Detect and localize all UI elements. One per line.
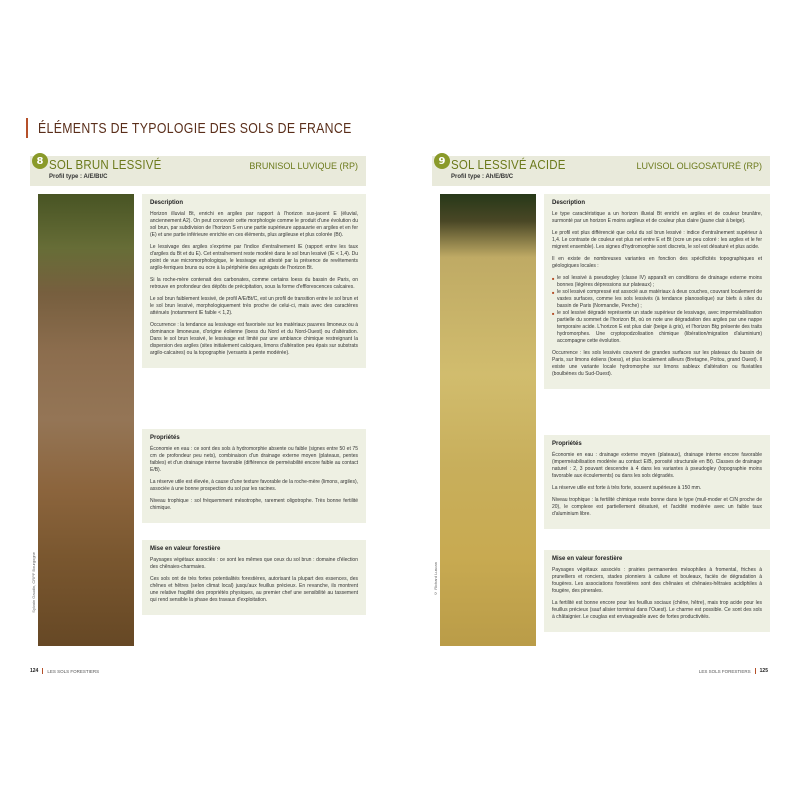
- description-paragraph: Le lessivage des argiles s'exprime par l'indice d'entraînement IE (rapport entre les taux d'argiles du Bt et du E). Cet entraînement reste modéré dans le sol brun lessivé (IE < 1,4). Du point de vue micromorphologique, le lessivage est attesté par la présence de revêtements argilo-ferriques bruns ou ocre à la périphérie des agrégats de l'horizon Bt.: [150, 244, 358, 271]
- title-accent-bar: [26, 118, 28, 138]
- footer-separator: [755, 668, 756, 674]
- description-paragraph: Si la roche-mère contenait des carbonates, comme certains loess du bassin de Paris, on retrouve en profondeur des dépôts de précipitation, sous la forme d'efflorescences calcaires.: [150, 277, 358, 290]
- proprietes-paragraph: Économie en eau : drainage externe moyen (plateaux), drainage interne encore favorable (imperméabilisation modérée au contact E/B, porosité structurale en Bt). Classes de drainage naturel : 2, 3 pouvant descendre à 4 dans les variantes à pseudogley (topographie moins favorable aux écoulements) ou dans les sols dégradés.: [552, 452, 762, 479]
- soil-number-badge: 9: [434, 153, 450, 169]
- soil-profile-photo: [440, 194, 536, 646]
- mise-en-valeur-title: Mise en valeur forestière: [552, 556, 623, 562]
- soil-rp-name: BRUNISOL LUVIQUE (RP): [249, 161, 358, 171]
- list-item: ■ le sol lessivé dégradé représente un stade supérieur de lessivage, avec imperméabilisation partielle du sommet de l'horizon Bt, où on note une dégradation des argiles par une nappe temporaire acide. L'horizon E est plus clair (beige à gris), et l'horizon Btg présente des traits hydromorphes. Une cryptopodzolisation chimique (libération/migration d'aluminium) accompagne cette évolution.: [552, 310, 762, 345]
- description-box: [544, 194, 770, 389]
- page-number: 125: [759, 668, 768, 674]
- description-paragraph: Occurrence : la tendance au lessivage est favorisée sur les matériaux pauvres limoneux ou à dominance limoneuse, d'origine éolienne (loess du Nord et du Nord-Ouest) ou d'altération. Dans le sol brun lessivé, le lessivage est limité par une ambiance chimique restreignant la dispersion des argiles (sites initialement calciques, limons d'altération peu épais sur substrats argilo-calcaires) ou la topographie (versants à pente modérée).: [150, 322, 358, 356]
- mise-en-valeur-paragraph: Paysages végétaux associés : prairies permanentes mésophiles à fromental, friches à prunelliers et ronciers, stades pionniers à callune et bouleaux, faciès de dégradation à fougères. Les associations forestières sont des chênaies et chênaies-hêtraies acidiphiles à fougère, des pinerales.: [552, 567, 762, 594]
- variants-list: [552, 275, 762, 345]
- page-title: ÉLÉMENTS DE TYPOLOGIE DES SOLS DE FRANCE: [38, 119, 352, 137]
- description-paragraph: Il en existe de nombreuses variantes en fonction des spécificités topographiques et géologiques locales :: [552, 256, 762, 269]
- description-paragraph: Le profil est plus différencié que celui du sol brun lessivé : indice d'entraînement supérieur à 1,4. Le contraste de couleur est plus net entre E et Bt (ocre un peu coloré : les argiles et le fer migrent ensemble). Les signes d'hydromorphie sont discrets, le sol est désaturé et plus acide.: [552, 230, 762, 250]
- proprietes-box: [142, 429, 366, 523]
- soil-header: [30, 156, 366, 186]
- description-paragraph: Occurrence : les sols lessivés couvrent de grandes surfaces sur les plateaux du bassin de Paris, sur limons éoliens (loess), et plus localement ailleurs (Bretagne, Poitou, grand Ouest). Il existe une variante locale hydromorphe sur limons sableux d'altération ou fluviatiles (boulbènes du Sud-Ouest).: [552, 350, 762, 377]
- soil-number-badge: 8: [32, 153, 48, 169]
- description-paragraph: Le sol brun faiblement lessivé, de profil A/E/Bt/C, est un profil de transition entre le sol brun et le sol brun lessivé, morphologiquement très proche de celui-ci, mais avec des caractères atténués (notamment IE faible < 1,2).: [150, 296, 358, 316]
- photo-credit: Sylvain Gaudin, CRPF Bourgogne: [31, 552, 36, 613]
- photo-credit: © Richard Luscan: [433, 562, 438, 596]
- footer-left: [30, 668, 99, 674]
- soil-name: SOL BRUN LESSIVÉ: [49, 158, 162, 172]
- proprietes-paragraph: Niveau trophique : la fertilité chimique reste bonne dans le type (mull-moder et C/N proche de 20), le complexe est partiellement désaturé, et l'acidité modérée avec un faible taux d'aluminium libre.: [552, 497, 762, 517]
- list-item: ■ le sol lessivé compressé est associé aux matériaux à deux couches, couvrant localement de vastes surfaces, comme les sols lessivés (à tendance planosolique) sur biefs à silex du bassin de Paris (Normandie, Perche) ;: [552, 289, 762, 310]
- mise-en-valeur-paragraph: La fertilité est bonne encore pour les feuillus sociaux (chêne, hêtre), mais trop acide pour les feuillus précieux (sauf alisier torminal dans l'Ouest). Le charme est possible. Ce sont des sols à châtaignier. Le couglas est envisageable avec de fortes productivités.: [552, 600, 762, 620]
- right-page: [432, 155, 770, 620]
- proprietes-box: [544, 435, 770, 529]
- mise-en-valeur-box: [142, 540, 366, 615]
- proprietes-paragraph: Économie en eau : ce sont des sols à hydromorphie absente ou faible (signes entre 50 et 75 cm de profondeur peu nets), combinaison d'un drainage externe moyen (plateaux, pentes faibles) et d'un drainage interne favorable (différence de perméabilité encore faible au contact E/B).: [150, 446, 358, 473]
- profil-type: Profil type : A/E/Bt/C: [49, 174, 108, 180]
- description-title: Description: [150, 200, 184, 206]
- proprietes-title: Propriétés: [150, 435, 180, 441]
- footer-separator: [42, 668, 43, 674]
- proprietes-title: Propriétés: [552, 441, 582, 447]
- page-number: 124: [30, 668, 39, 674]
- soil-header: [432, 156, 770, 186]
- mise-en-valeur-paragraph: Ces sols ont de très fortes potentialités forestières, autorisant la plupart des essences, des chênes et hêtres (selon climat local) jusqu'aux feuillus précieux. En revanche, ils montrent une relative fragilité des propriétés physiques, au premier chef une sensibilité au tassement qui rend sensible la phase des travaux d'exploitation.: [150, 576, 358, 603]
- soil-profile-photo: [38, 194, 134, 646]
- proprietes-paragraph: La réserve utile est forte à très forte, souvent supérieure à 150 mm.: [552, 485, 702, 491]
- footer-section: LES SOLS FORESTIERS: [47, 668, 100, 674]
- profil-type: Profil type : Ah/E/Bt/C: [451, 174, 514, 180]
- left-page: [30, 155, 366, 613]
- description-box: [142, 194, 366, 368]
- description-paragraph: Le type caractéristique a un horizon illuvial Bt enrichi en argiles et de couleur brunâtre, surmonté par un horizon E moins argileux et de couleur plus claire (jaune clair à beige).: [552, 211, 762, 224]
- mise-en-valeur-paragraph: Paysages végétaux associés : ce sont les mêmes que ceux du sol brun : domaine d'élection des chênaies-charmaies.: [150, 557, 358, 570]
- soil-rp-name: LUVISOL OLIGOSATURÉ (RP): [636, 161, 762, 171]
- mise-en-valeur-title: Mise en valeur forestière: [150, 546, 221, 552]
- mise-en-valeur-box: [544, 550, 770, 632]
- proprietes-paragraph: Niveau trophique : sol fréquemment mésotrophe, rarement oligotrophe. Très bonne fertilité chimique.: [150, 498, 358, 511]
- list-item: ■ le sol lessivé à pseudogley (classe IV) apparaît en conditions de drainage externe moins bonnes (légères dépressions sur plateaux) ;: [552, 275, 762, 289]
- footer-section: LES SOLS FORESTIERS: [698, 668, 751, 674]
- page-title-block: [26, 118, 420, 138]
- description-title: Description: [552, 200, 586, 206]
- footer-right: [699, 668, 768, 674]
- soil-name: SOL LESSIVÉ ACIDE: [451, 158, 566, 172]
- proprietes-paragraph: La réserve utile est élevée, à cause d'une texture favorable de la roche-mère (limons, argiles), associée à une bonne prospection du sol par les racines.: [150, 479, 359, 492]
- description-paragraph: Horizon illuvial Bt, enrichi en argiles par rapport à l'horizon sus-jacent E (éluvial, anciennement A2). On peut concevoir cette morphologie comme le produit d'une évolution du sol brun, par subdivision de l'horizon S en une partie supérieure appauvrie en argiles et en fer (E) et une partie inférieure enrichie en ces éléments, plus argileuse et plus colorée (Bt).: [150, 211, 358, 238]
